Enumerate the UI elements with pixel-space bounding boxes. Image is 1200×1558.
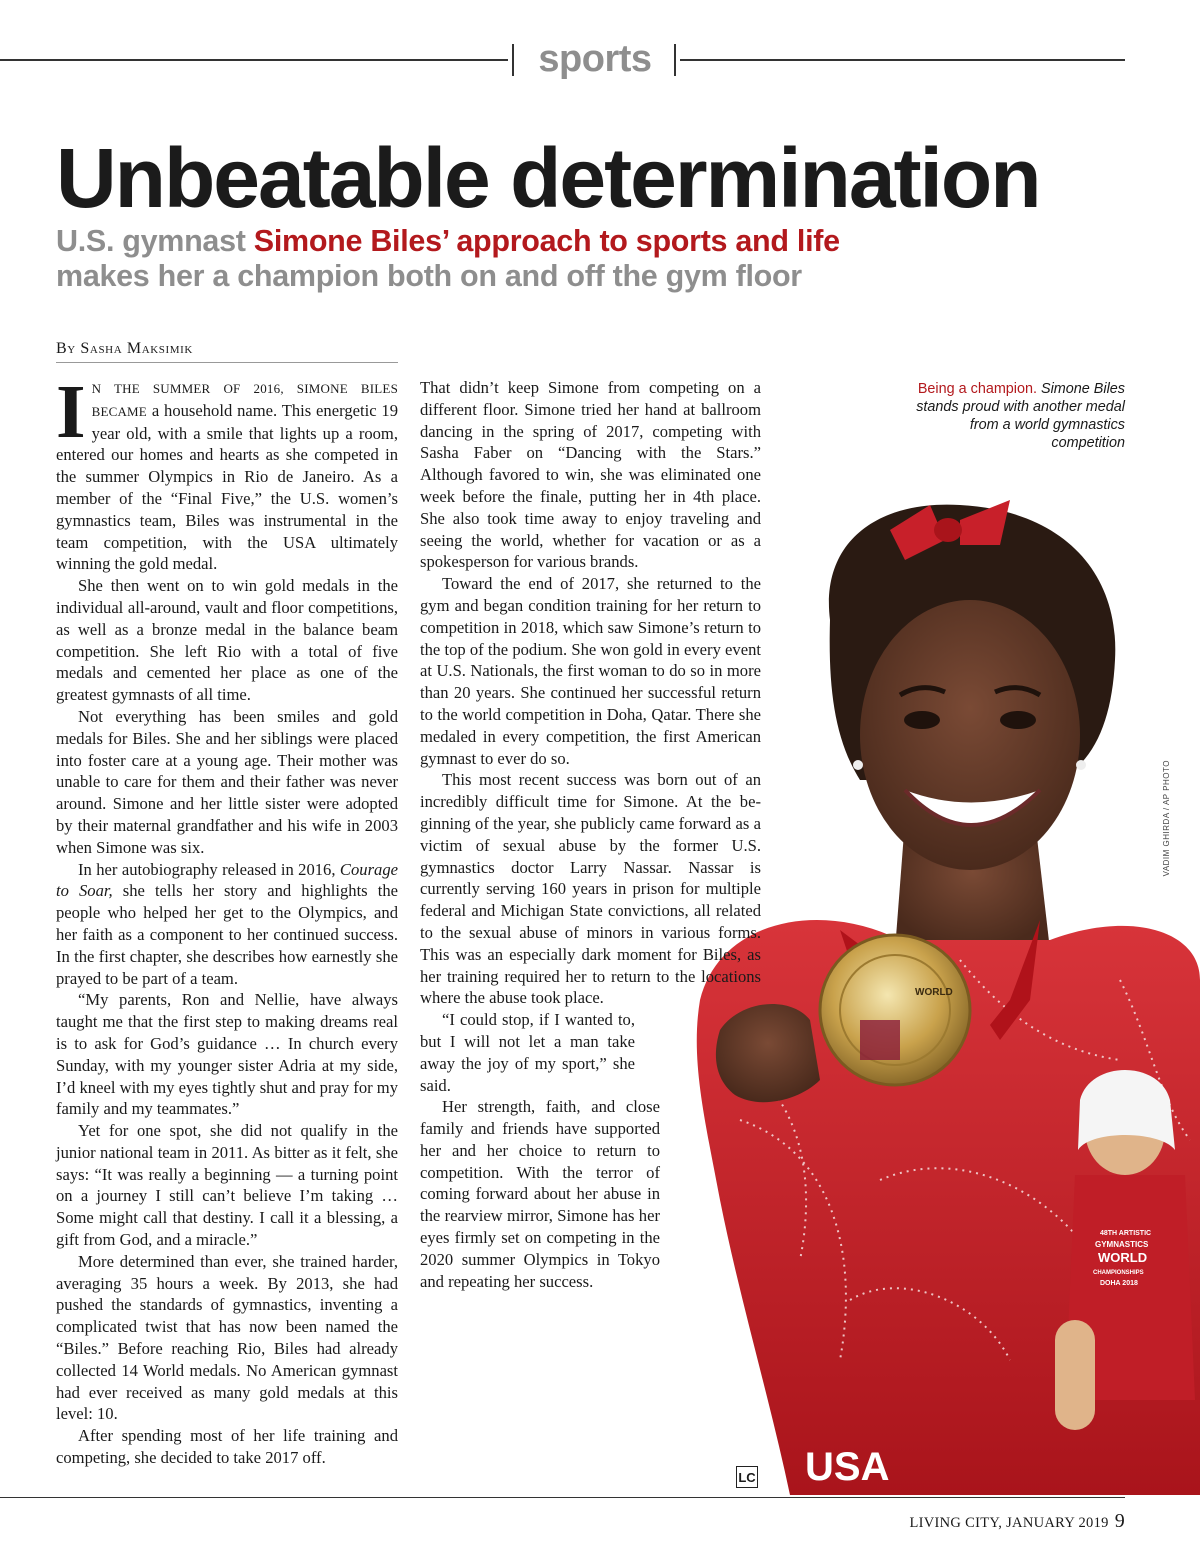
article-column-1 <box>56 370 399 1469</box>
paragraph-6: Yet for one spot, she did not qualify in the junior national team in 2011. As bitter as it felt, she says: “It was really a beginning — a turning point on a journey I still can’t believe I’m taking … Some might call that destiny. I call it a blessing, a gift from God, and a miracle.” <box>56 1121 398 1250</box>
doll-text-5: DOHA 2018 <box>1100 1280 1138 1287</box>
photo-credit: VADIM GHIRDA / AP PHOTO <box>1162 760 1171 877</box>
photo-caption <box>900 380 1125 452</box>
paragraph-4-b: she tells her story and highlights the people who helped her get to the Olympics, and her faith as a component to her continued success. In the first chapter, she describes how earnestly she prayed to be part of a team. <box>56 881 398 988</box>
paragraph-5: “My parents, Ron and Nellie, have always taught me that the first step to making dreams real is to ask for God’s guidance … In church every Sunday, with my younger sister Adria at my side, I’d kneel with my eyes tightly shut and pray for my family and my teammates.” <box>56 990 398 1119</box>
paragraph-12: “I could stop, if I wanted to, but I will not let a man take away the joy of my sport,” she said. <box>420 1010 635 1095</box>
paragraph-4 <box>56 859 398 990</box>
byline: By Sasha Maksimik <box>56 340 398 363</box>
footer-publication: LIVING CITY, JANUARY 2019 <box>909 1515 1109 1531</box>
paragraph-9: That didn’t keep Simone from competing on a different floor. Simone tried her hand at ballroom dancing in the spring of 2017, competing with Sasha Faber on “Dancing with the Stars.” Although favored to win, she was eliminated one week before the finale, putting her in 4th place. She also took time away to enjoy traveling and seeing the world, whether for vacation or as a spokesperson for various brands. <box>420 378 761 572</box>
headline: Unbeatable determination <box>56 131 1040 225</box>
paragraph-11 <box>420 769 761 1009</box>
paragraph-3: Not everything has been smiles and gold medals for Biles. She and her siblings were placed into foster care at a young age. Their mother was unable to care for them and their father was never around. Simone and her little sister were adopted by their maternal grandfather and his wife in 2003 when Simone was six. <box>56 706 398 857</box>
doll-text-3: WORLD <box>1098 1250 1148 1265</box>
deck-highlight: Simone Biles’ approach to sports and life <box>253 224 840 258</box>
end-mark: LC <box>736 1466 758 1488</box>
footer <box>840 1510 1125 1533</box>
doll-text-4: CHAMPIONSHIPS <box>1093 1270 1144 1276</box>
book-title: Courage to Soar, <box>56 859 398 901</box>
paragraph-10: Toward the end of 2017, she returned to the gym and began condition training for her return to competition in 2018, which saw Simone’s return to the top of the podium. She won gold in every event at U.S. Nationals, the first woman to do so in more than 20 years. She continued her successful return to the world competition in Doha, Qatar. There she medaled in every competition, the first American gymnast to ever do so. <box>420 574 761 768</box>
lead-caps: N THE SUMMER OF 2016, SIMONE BILES BECAME <box>91 381 398 419</box>
doll-text-1: 48TH ARTISTIC <box>1100 1230 1152 1237</box>
deck-part1: U.S. gymnast <box>56 224 254 258</box>
caption-body: Simone Biles stands proud with another medal from a world gymnastics competition <box>916 381 1125 451</box>
paragraph-11-text: This most recent success was born out of an incredibly difficult time for Simone. At the beginning of the year, she publicly came forward as a victim of sexual abuse by the former U.S. gymnastics doctor Larry Nassar. Nassar is currently serving 160 years in prison for multiple federal and Michigan State convictions, all related to the sexual abuse of minors in various forms. This was an especially dark moment for Biles, as her training required her to return to the locations where the abuse took place. <box>420 770 761 1008</box>
footer-rule <box>0 1497 1125 1498</box>
article-column-2 <box>420 377 761 1292</box>
deck-part2: makes her a champion both on and off the gym floor <box>56 259 802 293</box>
drop-cap: I <box>56 370 86 454</box>
paragraph-1 <box>56 370 399 575</box>
paragraph-13: Her strength, faith, and close family and friends have supported her and her choice to return to competition. With the terror of coming forward about her abuse in the rearview mirror, Simone has her eyes firmly set on competing in the 2020 summer Olympics in Tokyo and repeating her success. <box>420 1097 660 1291</box>
jersey-text: USA <box>805 1445 890 1489</box>
paragraph-4-a: In her autobiography released in 2016, <box>78 859 340 879</box>
medal-text: WORLD <box>915 987 953 998</box>
page-number: 9 <box>1114 1510 1125 1532</box>
doll-text-2: GYMNASTICS <box>1095 1240 1149 1249</box>
paragraph-1-text: a household name. This energetic 19 year old, with a smile that lights up a room, entered our homes and hearts as she competed in the summer Olympics in Rio de Janeiro. As a member of the “Final Five,” the U.S. women’s gymnastics team, Biles was instrumental in the team competition, with the USA ultimately winning the gold medal. <box>56 400 399 574</box>
paragraph-8: After spending most of her life training and competing, she decided to take 2017 off. <box>56 1426 398 1468</box>
section-label: sports <box>538 38 652 80</box>
paragraph-2: She then went on to win gold medals in the individual all-around, vault and floor competitions, as well as a bronze medal in the balance beam competition. She left Rio with a total of five medals and cemented her place as one of the greatest gymnasts of all time. <box>56 576 398 705</box>
caption-kicker: Being a champion. <box>917 381 1038 397</box>
paragraph-7: More determined than ever, she trained harder, averaging 35 hours a week. By 2013, she had pushed the standards of gymnastics, inventing a complicated twist that has now been named the “Biles.” Before reaching Rio, Biles had already collected 14 World medals. No American gymnast had ever received as many gold medals at this level: 10. <box>56 1251 398 1424</box>
